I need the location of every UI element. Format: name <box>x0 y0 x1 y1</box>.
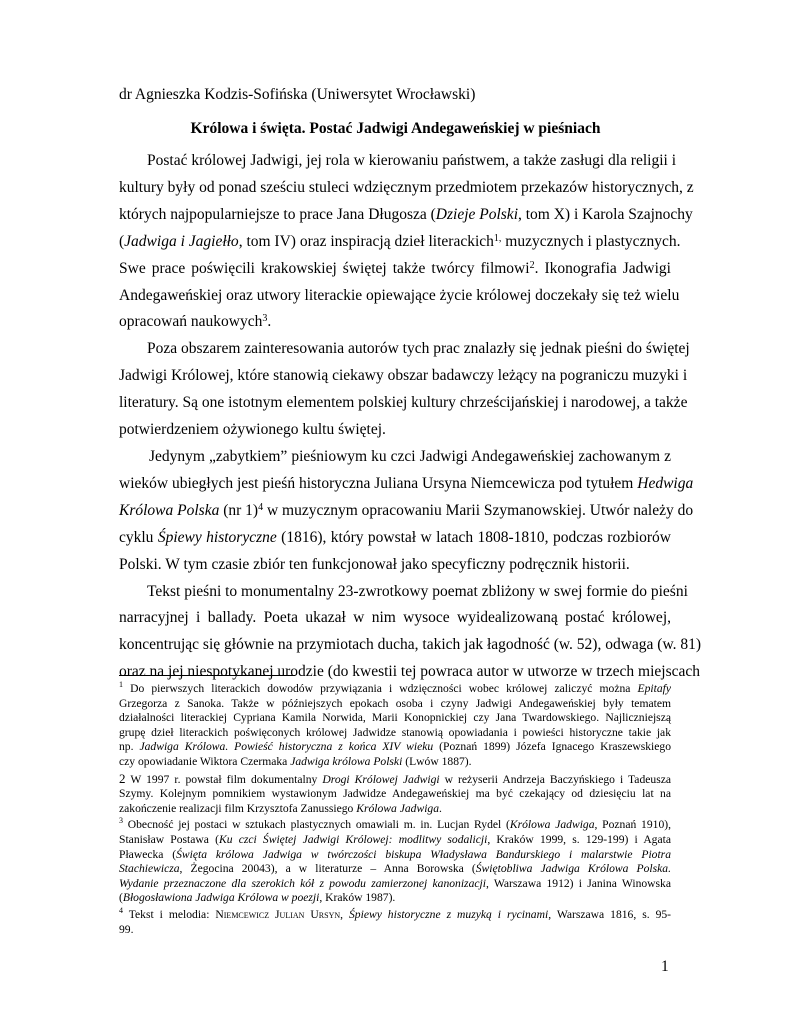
text-line: Andegaweńskiej oraz utwory literackie opiewające życie królowej doczekały się też wielu <box>119 286 680 304</box>
text-line: narracyjnej i ballady. Poeta ukazał w nim wysoce wyidealizowaną postać królowej, <box>119 609 671 627</box>
footnote-4: $^4$ Tekst i melodia: Niemcewicz Julian Ursyn, Śpiewy historyczne z muzyką i rycinami, Warszawa 1816, s. 95- 99. <box>119 905 672 936</box>
paragraph-2 <box>119 336 690 444</box>
paragraph-4 <box>119 579 702 687</box>
text-line: których najpopularniejsze to prace Jana Długosza (Dzieje Polski, tom X) i Karola Szajnochy <box>119 205 693 223</box>
text-line: oraz na jej niespotykanej urodzie (do kwestii tej powraca autor w utworze w trzech miejscach <box>119 663 701 681</box>
footnotes <box>119 682 671 939</box>
footnote-ref-2[interactable]: 2 <box>529 259 535 271</box>
text-line: Poza obszarem zainteresowania autorów tych prac znalazły się jednak pieśni do świętej <box>147 340 690 358</box>
text-line: opracowań naukowych$^3$. <box>119 313 272 331</box>
text-line: Jadwigi Królowej, które stanowią ciekawy obszar badawczy leżący na pograniczu muzyki i <box>119 367 688 385</box>
text-line: Polski. W tym czasie zbiór ten funkcjonował jako specyficzny podręcznik historii. <box>119 555 630 573</box>
text-line: potwierdzeniem ożywionego kultu świętej. <box>119 421 386 439</box>
text-line: kultury były od ponad sześciu stuleci wdzięcznym przedmiotem przekazów historycznych, z <box>119 178 694 196</box>
document-title: Królowa i święta. Postać Jadwigi Andegaweńskiej w pieśniach <box>190 120 601 137</box>
text-line: Tekst pieśni to monumentalny 23-zwrotkowy poemat zbliżony w swej formie do pieśni <box>147 582 688 600</box>
text-line: Postać królowej Jadwigi, jej rola w kierowaniu państwem, a także zasługi dla religii i <box>147 152 677 169</box>
author-line: dr Agnieszka Kodzis-Sofińska (Uniwersytet Wrocławski) <box>119 86 476 103</box>
footnote-1: $^1$ Do pierwszych literackich dowodów przywiązania i wdzięczności wobec królowej zaliczyć można Epitafy Grzegorza z Sanoka. Także w późniejszych epokach osoba i czyny Jadwigi Andegaweńskiej były tematem działalności literackiej Cypriana Kamila Norwida, Marii Konopnickiej czy Jana Twardowskiego. Najliczniejszą grupę dzieł literackich poświęconych królowej Jadwidze stanowią opowiadania i powieści historyczne takie jak np. Jadwiga Królowa. Powieść historyczna z końca XIV wieku (Poznań 1899) Józefa Ignacego Kraszewskiego czy opowiadanie Wiktora Czermaka Jadwiga królowa Polski (Lwów 1887). <box>119 680 671 768</box>
text-line: Królowa Polska (nr 1)$^4$ w muzycznym opracowaniu Marii Szymanowskiej. Utwór należy do <box>119 501 694 519</box>
text-line: cyklu Śpiewy historyczne (1816), który powstał w latach 1808-1810, podczas rozbiorów <box>119 528 671 546</box>
main-text <box>119 148 702 686</box>
text-line: (Jadwiga i Jagiełło, tom IV) oraz inspiracją dzieł literackich$^{1,}$ muzycznych i plastycznych. <box>119 232 681 250</box>
text-line: Jedynym „zabytkiem” pieśniowym ku czci Jadwigi Andegaweńskiej zachowanym z <box>149 447 671 465</box>
footnote-ref-3[interactable]: 3 <box>262 313 268 325</box>
footnote-ref-1[interactable]: 1, <box>493 232 502 244</box>
text-line: literatury. Są one istotnym elementem polskiej kultury chrześcijańskiej i narodowej, a także <box>119 394 688 412</box>
footnote-ref-4[interactable]: 4 <box>258 501 264 513</box>
text-line: Swe prace poświęcili krakowskiej świętej także twórcy filmowi$^2$. Ikonografia Jadwigi <box>119 259 671 277</box>
paragraph-1 <box>119 148 694 336</box>
footnote-2: 2 W 1997 r. powstał film dokumentalny Drogi Królowej Jadwigi w reżyserii Andrzeja Baczyńskiego i Tadeusza Szymy. Kolejnym pomnikiem wystawionym Jadwidze Andegaweńskiej ma być czekający od dziesięciu lat na zakończenie realizacji film Krzysztofa Zanussiego Królowa Jadwiga. <box>119 770 671 815</box>
paragraph-3 <box>119 444 694 579</box>
footnote-separator <box>119 675 295 676</box>
text-line: koncentrując się głównie na przymiotach ducha, takich jak łagodność (w. 52), odwaga (w. 81) <box>119 636 702 654</box>
footnote-3: $^3$ Obecność jej postaci w sztukach plastycznych omawiali m. in. Lucjan Rydel (Królowa Jadwiga, Poznań 1910), Stanisław Postawa (Ku czci Świętej Jadwigi Królowej: modlitwy sodalicji, Kraków 1999, s. 129-199) i Agata Pławecka (Święta królowa Jadwiga w twórczości biskupa Władysława Bandurskiego i malarstwie Piotra Stachiewicza, Żegocina 20043), a w literaturze – Anna Borowska (Świętobliwa Jadwiga Królowa Polska. Wydanie przeznaczone dla szerokich kół z powodu zamierzonej kanonizacji, Warszawa 1912) i Janina Winowska (Błogosławiona Jadwiga Królowa w poezji, Kraków 1987). <box>119 816 671 905</box>
text-line: wieków ubiegłych jest pieśń historyczna Juliana Ursyna Niemcewicza pod tytułem Hedwiga <box>119 474 694 492</box>
page-number: 1 <box>661 958 669 975</box>
